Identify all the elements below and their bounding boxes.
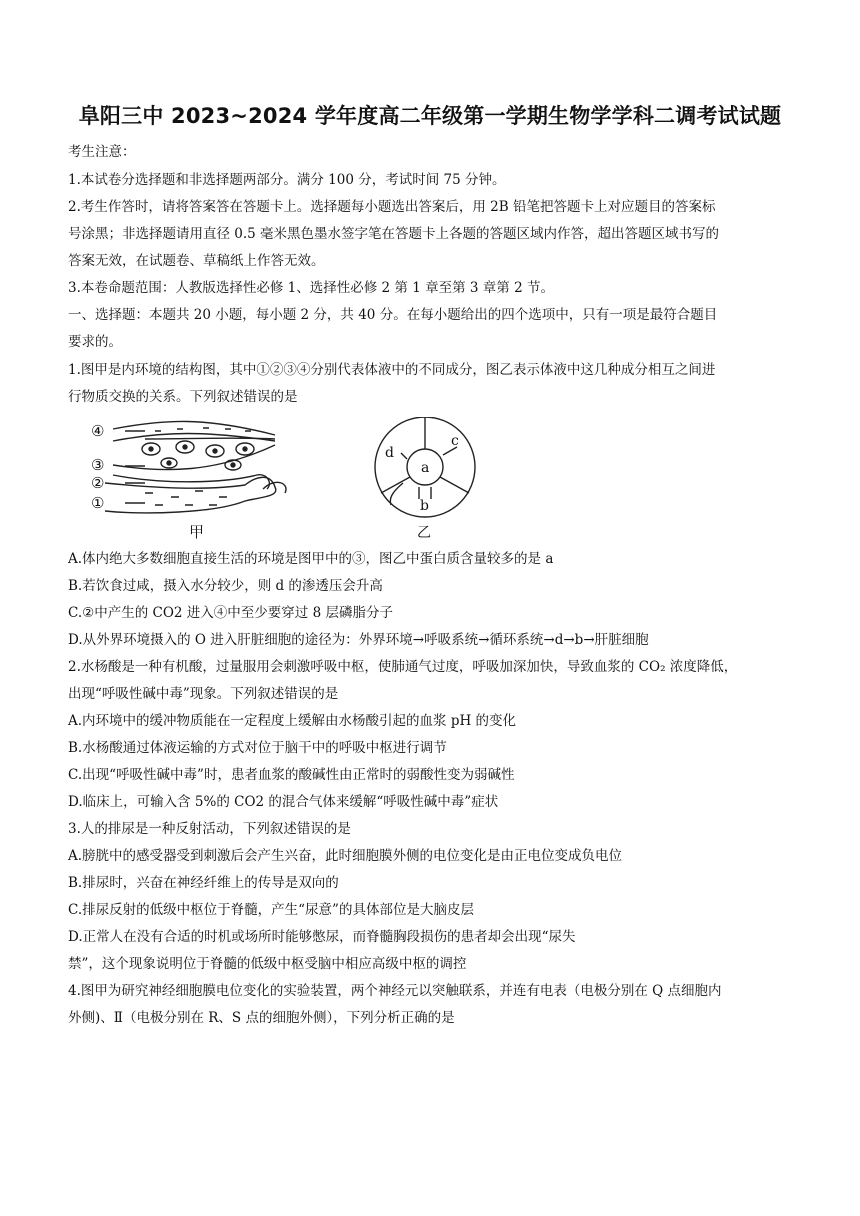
label-d: d [385, 445, 394, 461]
question-3-option: D.正常人在没有合适的时机或场所时能够憋尿，而脊髓胸段损伤的患者却会出现“尿失 [68, 929, 576, 945]
caption-jia: 甲 [189, 523, 205, 541]
question-3-option: B.排尿时，兴奋在神经纤维上的传导是双向的 [68, 875, 339, 891]
label-b: b [420, 498, 429, 514]
question-1-option: A.体内绝大多数细胞直接生活的环境是图甲中的③，图乙中蛋白质含量较多的是 a [68, 551, 554, 567]
label-3: ③ [91, 456, 105, 474]
question-1-figures [85, 417, 505, 545]
figure-svg [85, 417, 505, 545]
label-1: ① [91, 494, 105, 512]
notice-line: 答案无效，在试题卷、草稿纸上作答无效。 [68, 253, 325, 269]
question-1-option: C.②中产生的 CO2 进入④中至少要穿过 8 层磷脂分子 [68, 605, 393, 621]
notice-heading: 考生注意： [68, 144, 136, 160]
question-2-option: D.临床上，可输入含 5%的 CO2 的混合气体来缓解“呼吸性碱中毒”症状 [68, 794, 499, 810]
question-4-stem: 4.图甲为研究神经细胞膜电位变化的实验装置，两个神经元以突触联系，并连有电表（电极分别在 Q 点细胞内 [68, 983, 722, 999]
section-heading: 一、选择题：本题共 20 小题，每小题 2 分，共 40 分。在每小题给出的四个选项中，只有一项是最符合题目 [68, 307, 718, 323]
figure-jia [105, 421, 286, 512]
question-2-option: B.水杨酸通过体液运输的方式对位于脑干中的呼吸中枢进行调节 [68, 740, 447, 756]
notice-line: 号涂黑；非选择题请用直径 0.5 毫米黑色墨水签字笔在答题卡上各题的答题区域内作答，超出答题区域书写的 [68, 226, 720, 242]
question-1-option: D.从外界环境摄入的 O 进入肝脏细胞的途径为：外界环境→呼吸系统→循环系统→d→b→肝脏细胞 [68, 632, 649, 648]
exam-title: 阜阳三中 2023~2024 学年度高二年级第一学期生物学学科二调考试试题 [78, 104, 782, 128]
question-3-option: 禁”，这个现象说明位于脊髓的低级中枢受脑中相应高级中枢的调控 [68, 956, 467, 972]
question-2-stem: 出现“呼吸性碱中毒”现象。下列叙述错误的是 [68, 686, 339, 702]
section-heading-cont: 要求的。 [68, 334, 122, 350]
question-2-stem: 2.水杨酸是一种有机酸，过量服用会刺激呼吸中枢，使肺通气过度，呼吸加深加快，导致血浆的 CO₂ 浓度降低， [68, 659, 738, 675]
label-a: a [421, 460, 430, 476]
label-2: ② [91, 474, 105, 492]
question-1-option: B.若饮食过咸，摄入水分较少，则 d 的渗透压会升高 [68, 578, 383, 594]
label-4: ④ [91, 422, 105, 440]
question-3-option: A.膀胱中的感受器受到刺激后会产生兴奋，此时细胞膜外侧的电位变化是由正电位变成负电位 [68, 848, 623, 864]
question-3-option: C.排尿反射的低级中枢位于脊髓，产生“尿意”的具体部位是大脑皮层 [68, 902, 474, 918]
notice-line: 2.考生作答时，请将答案答在答题卡上。选择题每小题选出答案后，用 2B 铅笔把答题卡上对应题目的答案标 [68, 199, 716, 215]
caption-yi: 乙 [417, 525, 431, 541]
notice-line: 1.本试卷分选择题和非选择题两部分。满分 100 分，考试时间 75 分钟。 [68, 172, 506, 188]
question-1-stem: 1.图甲是内环境的结构图，其中①②③④分别代表体液中的不同成分，图乙表示体液中这几种成分相互之间进 [68, 362, 716, 378]
question-3-stem: 3.人的排尿是一种反射活动，下列叙述错误的是 [68, 821, 351, 837]
notice-line: 3.本卷命题范围：人教版选择性必修 1、选择性必修 2 第 1 章至第 3 章第 2 节。 [68, 280, 554, 296]
question-1-stem: 行物质交换的关系。下列叙述错误的是 [68, 389, 298, 405]
question-4-stem: 外侧)、Ⅱ（电极分别在 R、S 点的细胞外侧），下列分析正确的是 [68, 1010, 455, 1026]
question-2-option: C.出现“呼吸性碱中毒”时，患者血浆的酸碱性由正常时的弱酸性变为弱碱性 [68, 767, 515, 783]
label-c: c [451, 433, 459, 449]
question-2-option: A.内环境中的缓冲物质能在一定程度上缓解由水杨酸引起的血浆 pH 的变化 [68, 713, 517, 729]
